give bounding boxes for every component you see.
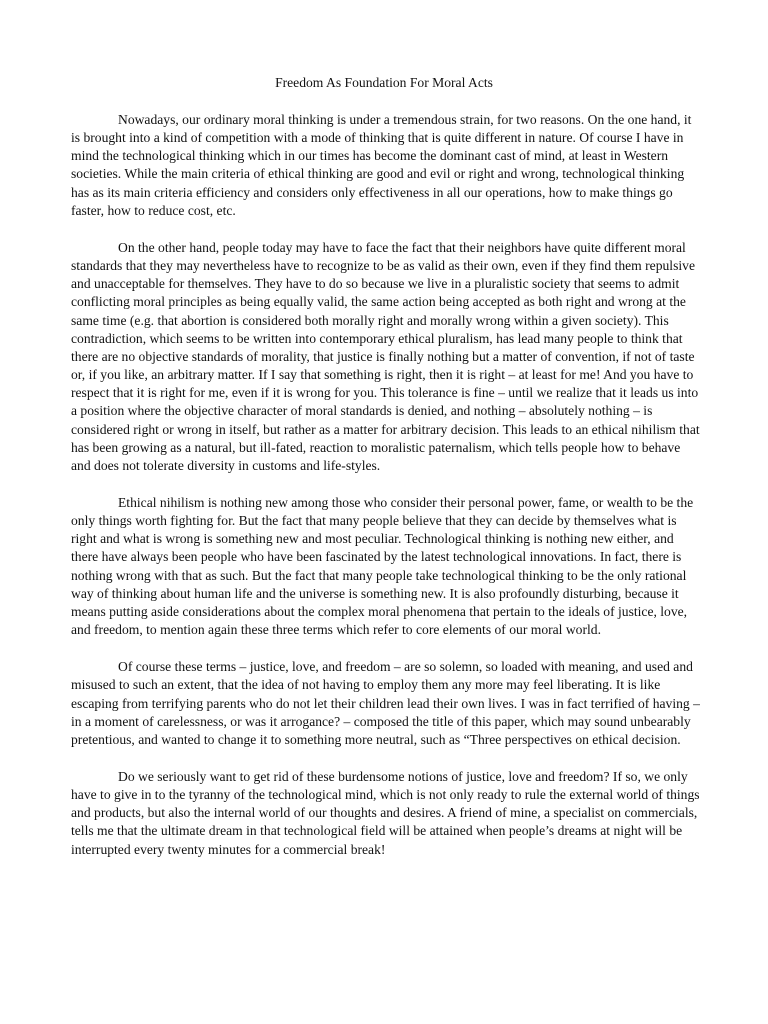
document-body (71, 111, 701, 878)
paragraph-1: Nowadays, our ordinary moral thinking is under a tremendous strain, for two reasons. On the one hand, it is brought into a kind of competition with a mode of thinking that is quite different in nature. Of course I have in mind the technological thinking which in our times has become the dominant cast of mind, at least in Western societies. While the main criteria of ethical thinking are good and evil or right and wrong, technological thinking has as its main criteria efficiency and considers only effectiveness in all our operations, how to make things go faster, how to reduce cost, etc. (71, 112, 692, 218)
paragraph-5: Do we seriously want to get rid of these burdensome notions of justice, love and freedom? If so, we only have to give in to the tyranny of the technological mind, which is not only ready to rule the external world of things and products, but also the internal world of our thoughts and desires. A friend of mine, a specialist on commercials, tells me that the ultimate dream in that technological field will be attained when people’s dreams at night will be interrupted every twenty minutes for a commercial break! (71, 769, 700, 857)
document-title: Freedom As Foundation For Moral Acts (275, 75, 493, 90)
paragraph-3: Ethical nihilism is nothing new among those who consider their personal power, fame, or wealth to be the only things worth fighting for. But the fact that many people believe that they can decide by themselves what is right and what is wrong is something new and most peculiar. Technological thinking is nothing new either, and there have always been people who have been fascinated by the latest technological innovations. In fact, there is nothing wrong with that as such. But the fact that many people take technological thinking to be the only rational way of thinking about human life and the universe is something new. It is also profoundly disturbing, because it means putting aside considerations about the complex moral phenomena that pertain to the ideals of justice, love, and freedom, to mention again these three terms which refer to core elements of our moral world. (71, 494, 694, 638)
paragraph-2: On the other hand, people today may have to face the fact that their neighbors have quite different moral standards that they may nevertheless have to recognize to be as valid as their own, even if they find them repulsive and unacceptable for themselves. They have to do so because we live in a pluralistic society that seems to admit conflicting moral principles as being equally valid, the same action being accepted as both right and wrong at the same time (e.g. that abortion is considered both morally right and morally wrong within a given society). This contradiction, which seems to be written into contemporary ethical pluralism, has lead many people to think that there are no objective standards of morality, that justice is finally nothing but a matter of convention, if not of taste or, if you like, an arbitrary matter. If I say that something is right, then it is right – at least for me! And you have to respect that it is right for me, even if it is wrong for you. This tolerance is fine – until we realize that it leads us into a position where the objective character of moral standards is denied, and nothing – absolutely nothing – is considered right or wrong in itself, but rather as a matter for arbitrary decision. This leads to an ethical nihilism that has been growing as a natural, but ill-fated, reaction to moralistic paternalism, which tells people how to behave and does not tolerate diversity in customs and life-styles. (71, 239, 700, 473)
paragraph-4: Of course these terms – justice, love, and freedom – are so solemn, so loaded with meaning, and used and misused to such an extent, that the idea of not having to employ them any more may feel liberating. It is like escaping from terrifying parents who do not let their children lead their own lives. I was in fact terrified of having – in a moment of carelessness, or was it arrogance? – composed the title of this paper, which may sound unbearably pretentious, and wanted to change it to something more neutral, such as “Three perspectives on ethical decision. (71, 659, 700, 747)
